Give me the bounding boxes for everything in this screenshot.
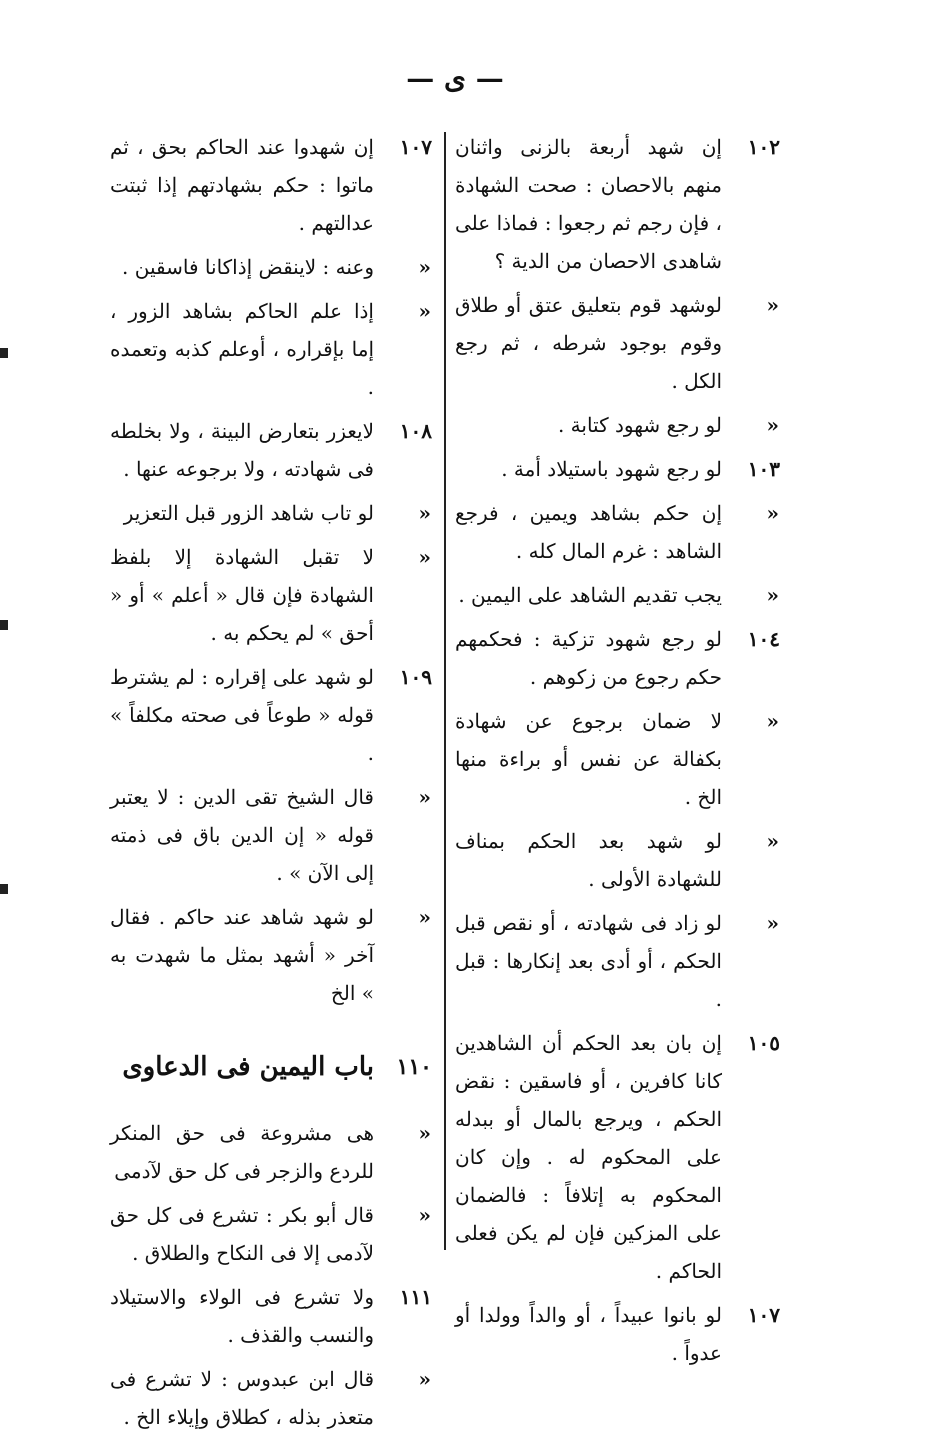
entry-number: ١٠٣ bbox=[747, 457, 780, 481]
entry bbox=[455, 450, 780, 488]
entry bbox=[110, 1196, 432, 1272]
entry-text: يجب تقديم الشاهد على اليمين . bbox=[458, 583, 722, 607]
entry-text: هى مشروعة فى حق المنكر للردع والزجر فى كل حق لآدمى bbox=[110, 1121, 374, 1183]
entry-text: إن شهد أربعة بالزنى واثنان منهم بالاحصان : صحت الشهادة ، فإن رجم ثم رجعوا : فماذا على شاهدى الاحصان من الدية ؟ bbox=[455, 135, 722, 273]
entry-number: ١٠٧ bbox=[399, 135, 432, 159]
entry-text: إن بان بعد الحكم أن الشاهدين كانا كافرين ، أو فاسقين : نقض الحكم ، ويرجع بالمال أو ببدله على المحكوم له . وإن كان المحكوم به إتلافاً : فالضمان على المزكين فإن لم يكن فعلى الحاكم . bbox=[455, 1031, 722, 1283]
entry-number: « bbox=[766, 709, 780, 733]
entry-text: لو شهد بعد الحكم بمناف للشهادة الأولى . bbox=[455, 829, 722, 891]
entry bbox=[110, 778, 432, 892]
entry-text: قال ابن عبدوس : لا تشرع فى متعذر بذله ، كطلاق وإيلاء الخ . bbox=[110, 1367, 374, 1429]
entry-number: « bbox=[766, 911, 780, 935]
entry-number: « bbox=[418, 905, 432, 929]
entry-number: « bbox=[418, 785, 432, 809]
column-divider bbox=[444, 132, 446, 1250]
entry-text: لو رجع شهود باستيلاد أمة . bbox=[501, 457, 722, 481]
entry-number: ١٠٨ bbox=[399, 419, 432, 443]
entry-text: لوشهد قوم بتعليق عتق أو طلاق وقوم بوجود شرطه ، ثم رجع الكل . bbox=[455, 293, 722, 393]
entry-number: « bbox=[418, 1367, 432, 1391]
entry bbox=[455, 620, 780, 696]
left-column bbox=[110, 128, 432, 1442]
entry-number: « bbox=[766, 293, 780, 317]
entry-number: « bbox=[766, 413, 780, 437]
entry bbox=[110, 658, 432, 772]
entry-text: ولا تشرع فى الولاء والاستيلاد والنسب والقذف . bbox=[110, 1285, 374, 1347]
entry bbox=[110, 494, 432, 532]
entry-text: لو زاد فى شهادته ، أو نقص قبل الحكم ، أو أدى بعد إنكارها : قبل . bbox=[455, 911, 722, 1011]
margin-mark bbox=[0, 884, 8, 894]
entry-text: إن شهدوا عند الحاكم بحق ، ثم ماتوا : حكم بشهادتهم إذا ثبتت عدالتهم . bbox=[110, 135, 374, 235]
heading-title: باب اليمين فى الدعاوى bbox=[122, 1052, 374, 1082]
page-number: — ى — bbox=[406, 62, 504, 95]
entry bbox=[110, 898, 432, 1012]
entry-number: « bbox=[418, 1203, 432, 1227]
entry bbox=[455, 494, 780, 570]
margin-mark bbox=[0, 348, 8, 358]
entry bbox=[455, 406, 780, 444]
entry-text: لو تاب شاهد الزور قبل التعزير bbox=[123, 501, 374, 525]
entry bbox=[110, 128, 432, 242]
entry-text: قال الشيخ تقى الدين : لا يعتبر قوله « إن الدين باق فى ذمته إلى الآن » . bbox=[110, 785, 374, 885]
entry-number: ١٠٧ bbox=[747, 1303, 780, 1327]
entry-text: لو رجع شهود كتابة . bbox=[557, 413, 722, 437]
entry-text: لو رجع شهود تزكية : فحكمهم حكم رجوع من زكوهم . bbox=[455, 627, 722, 689]
entry bbox=[455, 1296, 780, 1372]
entry-text: لو شهد شاهد عند حاكم . فقال آخر « أشهد بمثل ما شهدت به » الخ bbox=[110, 905, 374, 1005]
entry-number: ١١١ bbox=[399, 1285, 432, 1309]
entry-text: قال أبو بكر : تشرع فى كل حق لآدمى إلا فى النكاح والطلاق . bbox=[110, 1203, 374, 1265]
entry-text: لا تقبل الشهادة إلا بلفظ الشهادة فإن قال « أعلم » أو « أحق » لم يحكم به . bbox=[110, 545, 374, 645]
entry bbox=[110, 538, 432, 652]
entry-number: « bbox=[418, 501, 432, 525]
right-column bbox=[455, 128, 780, 1378]
entry-number: ١٠٩ bbox=[399, 665, 432, 689]
entry bbox=[455, 702, 780, 816]
entry-number: ١٠٤ bbox=[747, 627, 780, 651]
entry-number: ١٠٢ bbox=[747, 135, 780, 159]
entry bbox=[110, 412, 432, 488]
entry-text: لو بانوا عبيداً ، أو والداً وولدا أو عدواً . bbox=[455, 1303, 722, 1365]
entry-text: إن حكم بشاهد ويمين ، فرجع الشاهد : غرم المال كله . bbox=[455, 501, 722, 563]
entry bbox=[455, 128, 780, 280]
entry-text: إذا علم الحاكم بشاهد الزور ، إما بإقراره ، أوعلم كذبه وتعمده . bbox=[110, 299, 374, 399]
section-heading bbox=[110, 1048, 432, 1086]
heading-number: ١١٠ bbox=[396, 1054, 432, 1080]
entry-number: « bbox=[766, 829, 780, 853]
entry bbox=[110, 1278, 432, 1354]
entry-number: ١٠٥ bbox=[747, 1031, 780, 1055]
entry-text: لو شهد على إقراره : لم يشترط قوله « طوعاً فى صحته مكلفاً » . bbox=[110, 665, 374, 765]
entry-number: « bbox=[766, 583, 780, 607]
entry bbox=[110, 248, 432, 286]
entry-number: « bbox=[418, 299, 432, 323]
entry-text: وعنه : لاينقض إذاكانا فاسقين . bbox=[122, 255, 374, 279]
entry-number: « bbox=[418, 1121, 432, 1145]
entry bbox=[455, 1024, 780, 1290]
entry bbox=[455, 904, 780, 1018]
entry bbox=[455, 286, 780, 400]
entry bbox=[455, 576, 780, 614]
entry bbox=[110, 292, 432, 406]
entry-number: « bbox=[766, 501, 780, 525]
entry-number: « bbox=[418, 255, 432, 279]
entry-text: لا ضمان برجوع عن شهادة بكفالة عن نفس أو براءة منها الخ . bbox=[455, 709, 722, 809]
entry-text: لايعزر بتعارض البينة ، ولا بخلطه فى شهادته ، ولا برجوعه عنها . bbox=[110, 419, 374, 481]
margin-mark bbox=[0, 620, 8, 630]
entry-number: « bbox=[418, 545, 432, 569]
entry bbox=[455, 822, 780, 898]
entry bbox=[110, 1114, 432, 1190]
entry bbox=[110, 1360, 432, 1436]
